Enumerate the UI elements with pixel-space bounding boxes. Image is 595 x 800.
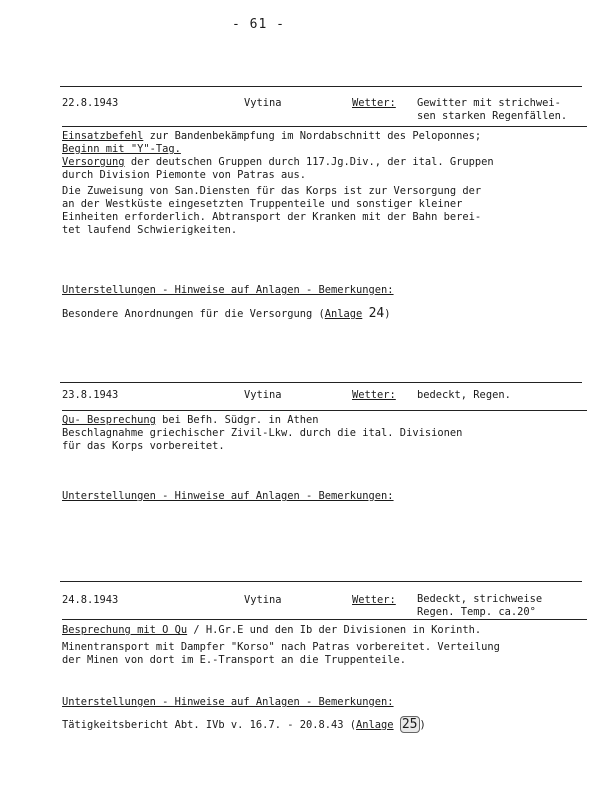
- section-divider: [60, 581, 582, 582]
- remarks-text: Tätigkeitsbericht Abt. IVb v. 16.7. - 20.8.43 (Anlage 25 ): [62, 717, 426, 732]
- entry-body: [62, 641, 587, 667]
- body-line: Qu- Besprechung bei Befh. Südgr. in Athen: [62, 414, 319, 426]
- entry-body: [62, 414, 587, 453]
- body-line: der Minen von dort im E.-Transport an die Truppenteile.: [62, 654, 407, 666]
- entry-place: Vytina: [244, 97, 282, 109]
- entry-date: 22.8.1943: [62, 97, 119, 109]
- body-line: Einheiten erforderlich. Abtransport der Kranken mit der Bahn berei-: [62, 211, 482, 223]
- entry-header: [62, 88, 587, 127]
- entry-header: [62, 583, 587, 620]
- entry-date: 24.8.1943: [62, 594, 119, 606]
- entry-header: [62, 384, 587, 411]
- weather-label: Wetter:: [352, 594, 396, 606]
- body-line: durch Division Piemonte von Patras aus.: [62, 169, 306, 181]
- body-line: tet laufend Schwierigkeiten.: [62, 224, 238, 236]
- annex-number: 25: [401, 717, 418, 732]
- body-line: Einsatzbefehl zur Bandenbekämpfung im Nordabschnitt des Peloponnes;: [62, 130, 482, 142]
- entry-place: Vytina: [244, 594, 282, 606]
- page-number: - 61 -: [232, 17, 285, 32]
- weather-label: Wetter:: [352, 389, 396, 401]
- entry-date: 23.8.1943: [62, 389, 119, 401]
- diary-entry-24-8: [62, 583, 587, 732]
- entry-place: Vytina: [244, 389, 282, 401]
- body-line: Versorgung der deutschen Gruppen durch 117.Jg.Div., der ital. Gruppen: [62, 156, 494, 168]
- weather-text: Gewitter mit strichwei- sen starken Regenfällen.: [417, 97, 568, 122]
- body-line: Beschlagnahme griechischer Zivil-Lkw. durch die ital. Divisionen: [62, 427, 463, 439]
- entry-body: [62, 130, 587, 237]
- meeting-line: Besprechung mit O Qu / H.Gr.E und den Ib der Divisionen in Korinth.: [62, 624, 482, 636]
- remarks-title: Unterstellungen - Hinweise auf Anlagen - Bemerkungen:: [62, 490, 394, 502]
- annex-number: 24: [368, 306, 385, 321]
- body-line: an der Westküste eingesetzten Truppenteile und sonstiger kleiner: [62, 198, 463, 210]
- section-divider: [60, 382, 582, 383]
- body-line: für das Korps vorbereitet.: [62, 440, 225, 452]
- remarks-title: Unterstellungen - Hinweise auf Anlagen - Bemerkungen:: [62, 284, 394, 296]
- remarks-title: Unterstellungen - Hinweise auf Anlagen - Bemerkungen:: [62, 696, 394, 708]
- weather-text: Bedeckt, strichweise Regen. Temp. ca.20°: [417, 593, 543, 618]
- body-line: Die Zuweisung von San.Diensten für das Korps ist zur Versorgung der: [62, 185, 482, 197]
- body-line: Beginn mit "Y"-Tag.: [62, 143, 181, 155]
- section-divider: [60, 86, 582, 87]
- weather-label: Wetter:: [352, 97, 396, 109]
- diary-entry-22-8: [62, 88, 587, 321]
- remarks-text: Besondere Anordnungen für die Versorgung (Anlage 24): [62, 306, 391, 321]
- body-line: Minentransport mit Dampfer "Korso" nach Patras vorbereitet. Verteilung: [62, 641, 500, 653]
- weather-text: bedeckt, Regen.: [417, 389, 511, 401]
- diary-entry-23-8: [62, 384, 587, 503]
